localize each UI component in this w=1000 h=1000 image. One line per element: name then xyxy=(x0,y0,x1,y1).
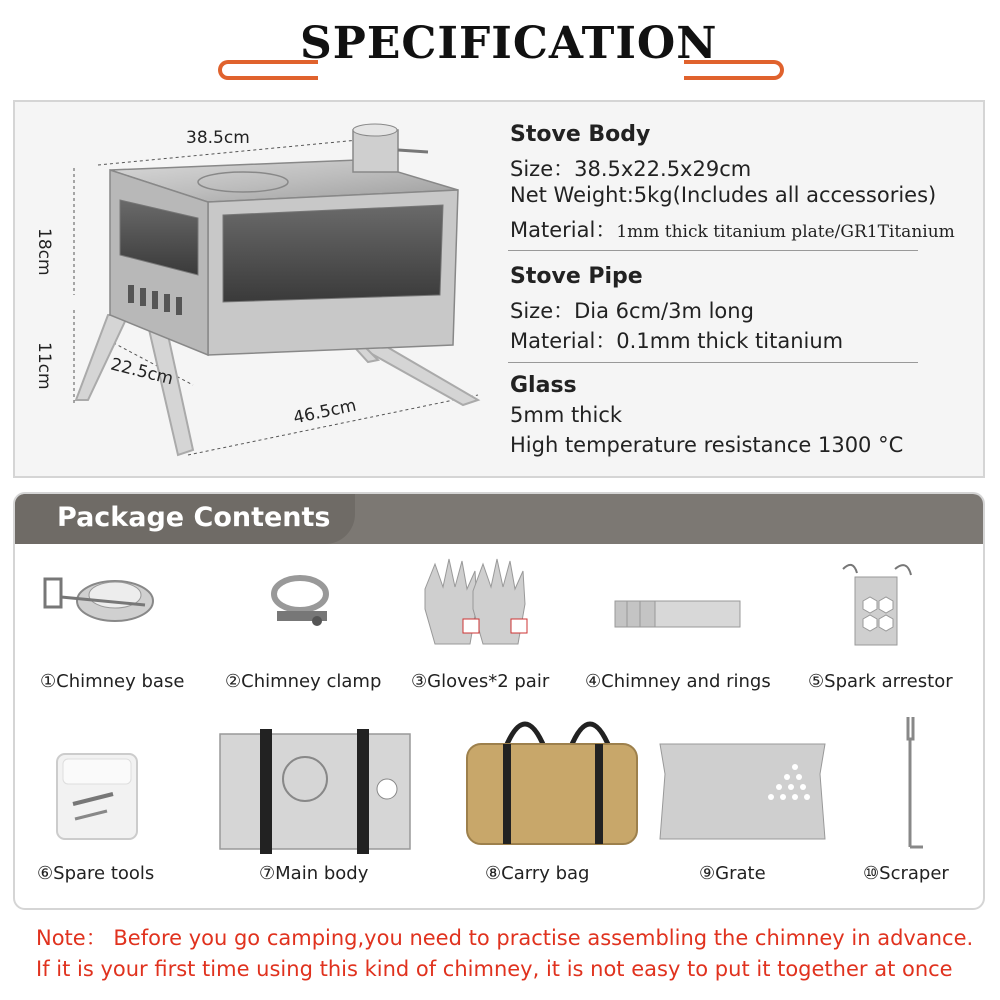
dim-length: 46.5cm xyxy=(291,395,359,429)
item-carry-bag: ⑧Carry bag xyxy=(485,863,590,884)
glass-resistance: High temperature resistance 1300 °C xyxy=(510,433,904,457)
dim-height-legs: 11cm xyxy=(34,342,54,390)
stove-diagram xyxy=(18,110,493,470)
stove-body-weight: Net Weight:5kg(Includes all accessories) xyxy=(510,183,937,207)
chimney-rings-icon xyxy=(615,601,740,627)
stove-body-material xyxy=(510,214,955,244)
stove-body-size: Size：38.5x22.5x29cm xyxy=(510,157,752,181)
package-contents-panel xyxy=(13,492,985,910)
grate-icon xyxy=(660,744,825,839)
glass-heading: Glass xyxy=(510,373,577,398)
package-title: Package Contents xyxy=(57,502,331,533)
item-chimney-clamp: ②Chimney clamp xyxy=(225,671,382,692)
chimney-clamp-icon xyxy=(274,578,327,626)
glass-thickness: 5mm thick xyxy=(510,403,623,427)
item-gloves: ③Gloves*2 pair xyxy=(411,671,550,692)
package-illustrations xyxy=(15,549,985,879)
item-scraper: ⑩Scraper xyxy=(863,863,949,884)
page-title: SPECIFICATION xyxy=(300,18,718,69)
stove-body-material-label: Material： xyxy=(510,218,617,242)
gloves-icon xyxy=(425,559,527,644)
item-chimney-rings: ④Chimney and rings xyxy=(585,671,771,692)
item-chimney-base: ①Chimney base xyxy=(40,671,185,692)
spark-arrestor-icon xyxy=(843,565,911,645)
main-body-icon xyxy=(220,729,410,854)
spec-divider xyxy=(508,250,918,251)
spec-divider xyxy=(508,362,918,363)
stove-body-material-value: 1mm thick titanium plate/GR1Titanium xyxy=(616,222,955,242)
chimney-base-icon xyxy=(45,579,153,621)
dim-height-body: 18cm xyxy=(34,228,54,276)
stove-pipe-material: Material：0.1mm thick titanium xyxy=(510,329,844,353)
item-spare-tools: ⑥Spare tools xyxy=(37,863,155,884)
item-spark-arrestor: ⑤Spark arrestor xyxy=(808,671,953,692)
item-grate: ⑨Grate xyxy=(699,863,766,884)
spare-tools-icon xyxy=(57,754,137,839)
item-main-body: ⑦Main body xyxy=(259,863,369,884)
stove-illustration xyxy=(18,110,493,470)
dim-depth: 22.5cm xyxy=(108,354,176,390)
note-line-1: Note： Before you go camping,you need to practise assembling the chimney in advance. xyxy=(36,926,974,950)
stove-pipe-heading: Stove Pipe xyxy=(510,264,643,289)
stove-body-heading: Stove Body xyxy=(510,122,651,147)
dim-width: 38.5cm xyxy=(186,128,250,148)
stove-pipe-size: Size：Dia 6cm/3m long xyxy=(510,299,754,323)
carry-bag-icon xyxy=(467,724,637,844)
note-line-2: If it is your first time using this kind of chimney, it is not easy to put it together at once xyxy=(36,957,953,981)
scraper-icon xyxy=(908,717,923,847)
